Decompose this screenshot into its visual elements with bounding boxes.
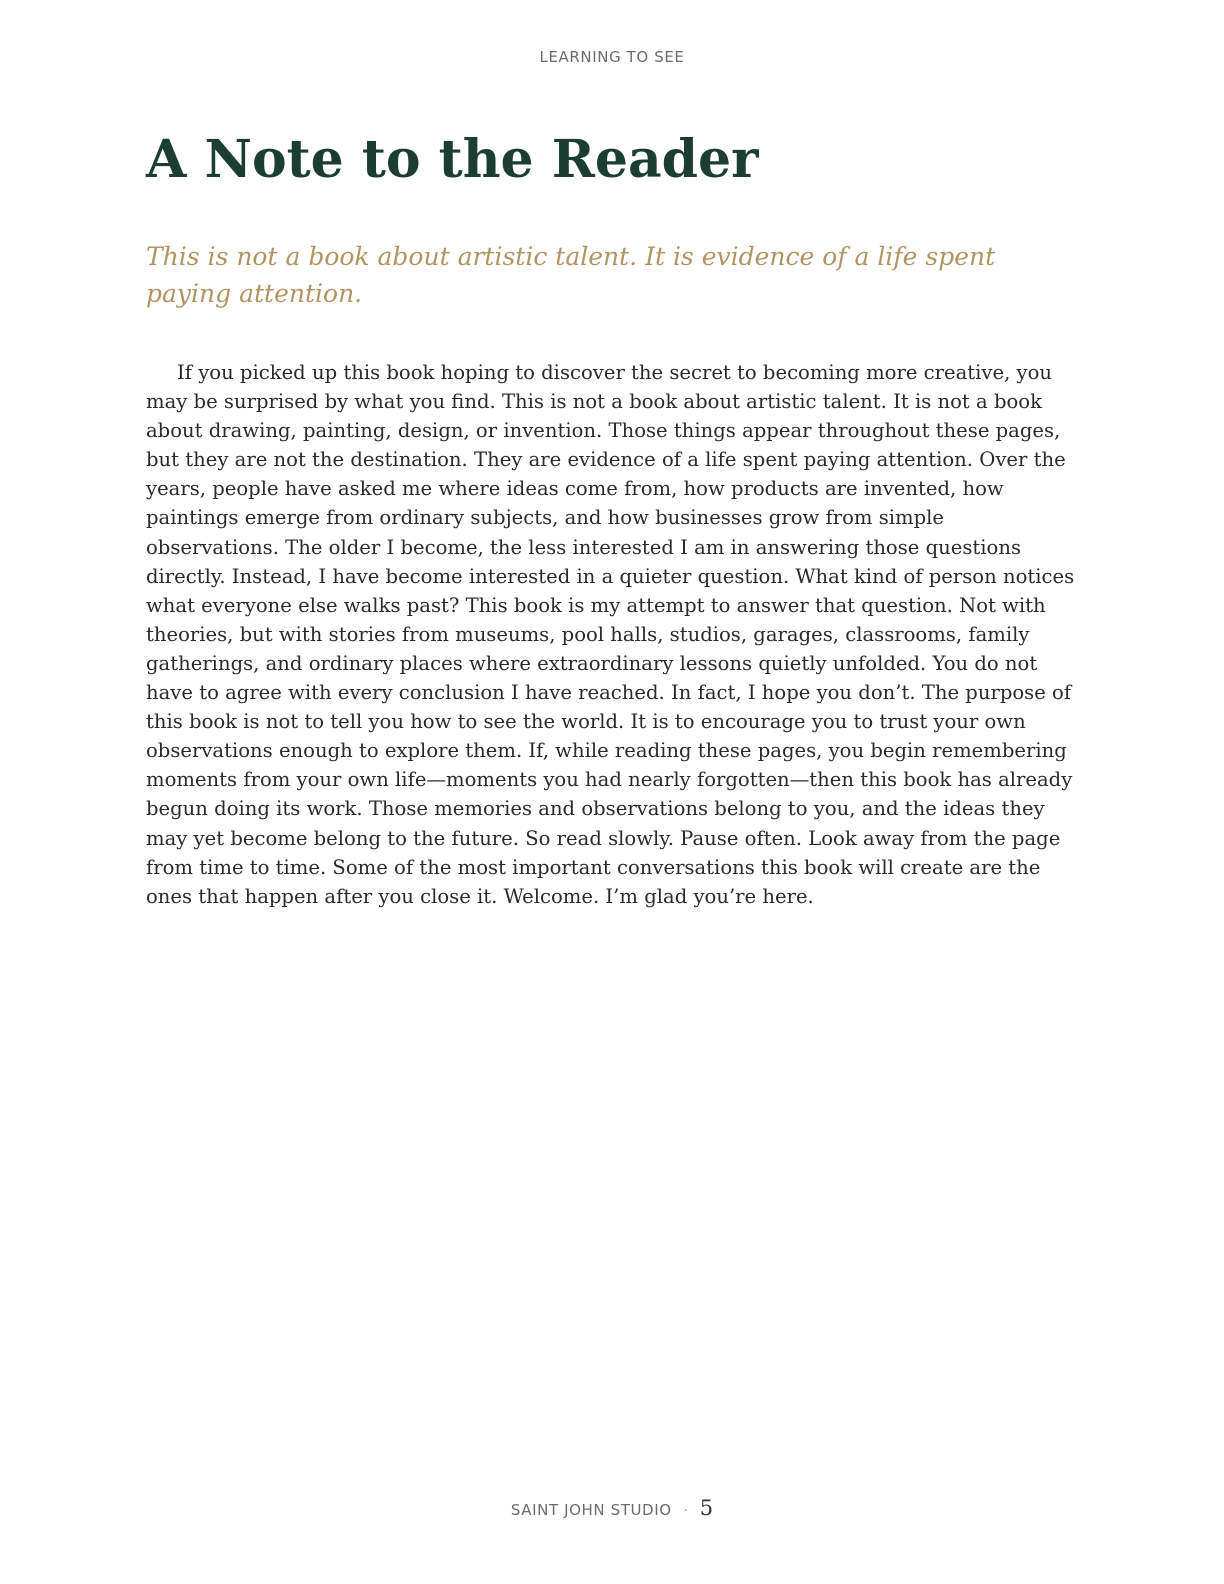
footer-publisher: SAINT JOHN STUDIO <box>510 1501 672 1519</box>
chapter-title: A Note to the Reader <box>146 129 759 190</box>
page-footer <box>0 1494 1224 1526</box>
page-number: 5 <box>699 1496 714 1520</box>
footer-separator: · <box>683 1504 688 1519</box>
chapter-epigraph: This is not a book about artistic talent. It is evidence of a life spent paying attention. <box>146 242 996 308</box>
chapter-body-paragraph: If you picked up this book hoping to discover the secret to becoming more creative, you may be surprised by what you find. This is not a book about artistic talent. It is not a book about drawing, painting, design, or invention. Those things appear throughout these pages, but they are not the destination. They are evidence of a life spent paying attention. Over the years, people have asked me where ideas come from, how products are invented, how paintings emerge from ordinary subjects, and how businesses grow from simple observations. The older I become, the less interested I am in answering those questions directly. Instead, I have become interested in a quieter question. What kind of person notices what everyone else walks past? This book is my attempt to answer that question. Not with theories, but with stories from museums, pool halls, studios, garages, classrooms, family gatherings, and ordinary places where extraordinary lessons quietly unfolded. You do not have to agree with every conclusion I have reached. In fact, I hope you don’t. The purpose of this book is not to tell you how to see the world. It is to encourage you to trust your own observations enough to explore them. If, while reading these pages, you begin remembering moments from your own life—moments you had nearly forgotten—then this book has already begun doing its work. Those memories and observations belong to you, and the ideas they may yet become belong to the future. So read slowly. Pause often. Look away from the page from time to time. Some of the most important conversations this book will create are the ones that happen after you close it. Welcome. I’m glad you’re here. <box>146 361 1075 908</box>
running-head: LEARNING TO SEE <box>539 48 685 66</box>
